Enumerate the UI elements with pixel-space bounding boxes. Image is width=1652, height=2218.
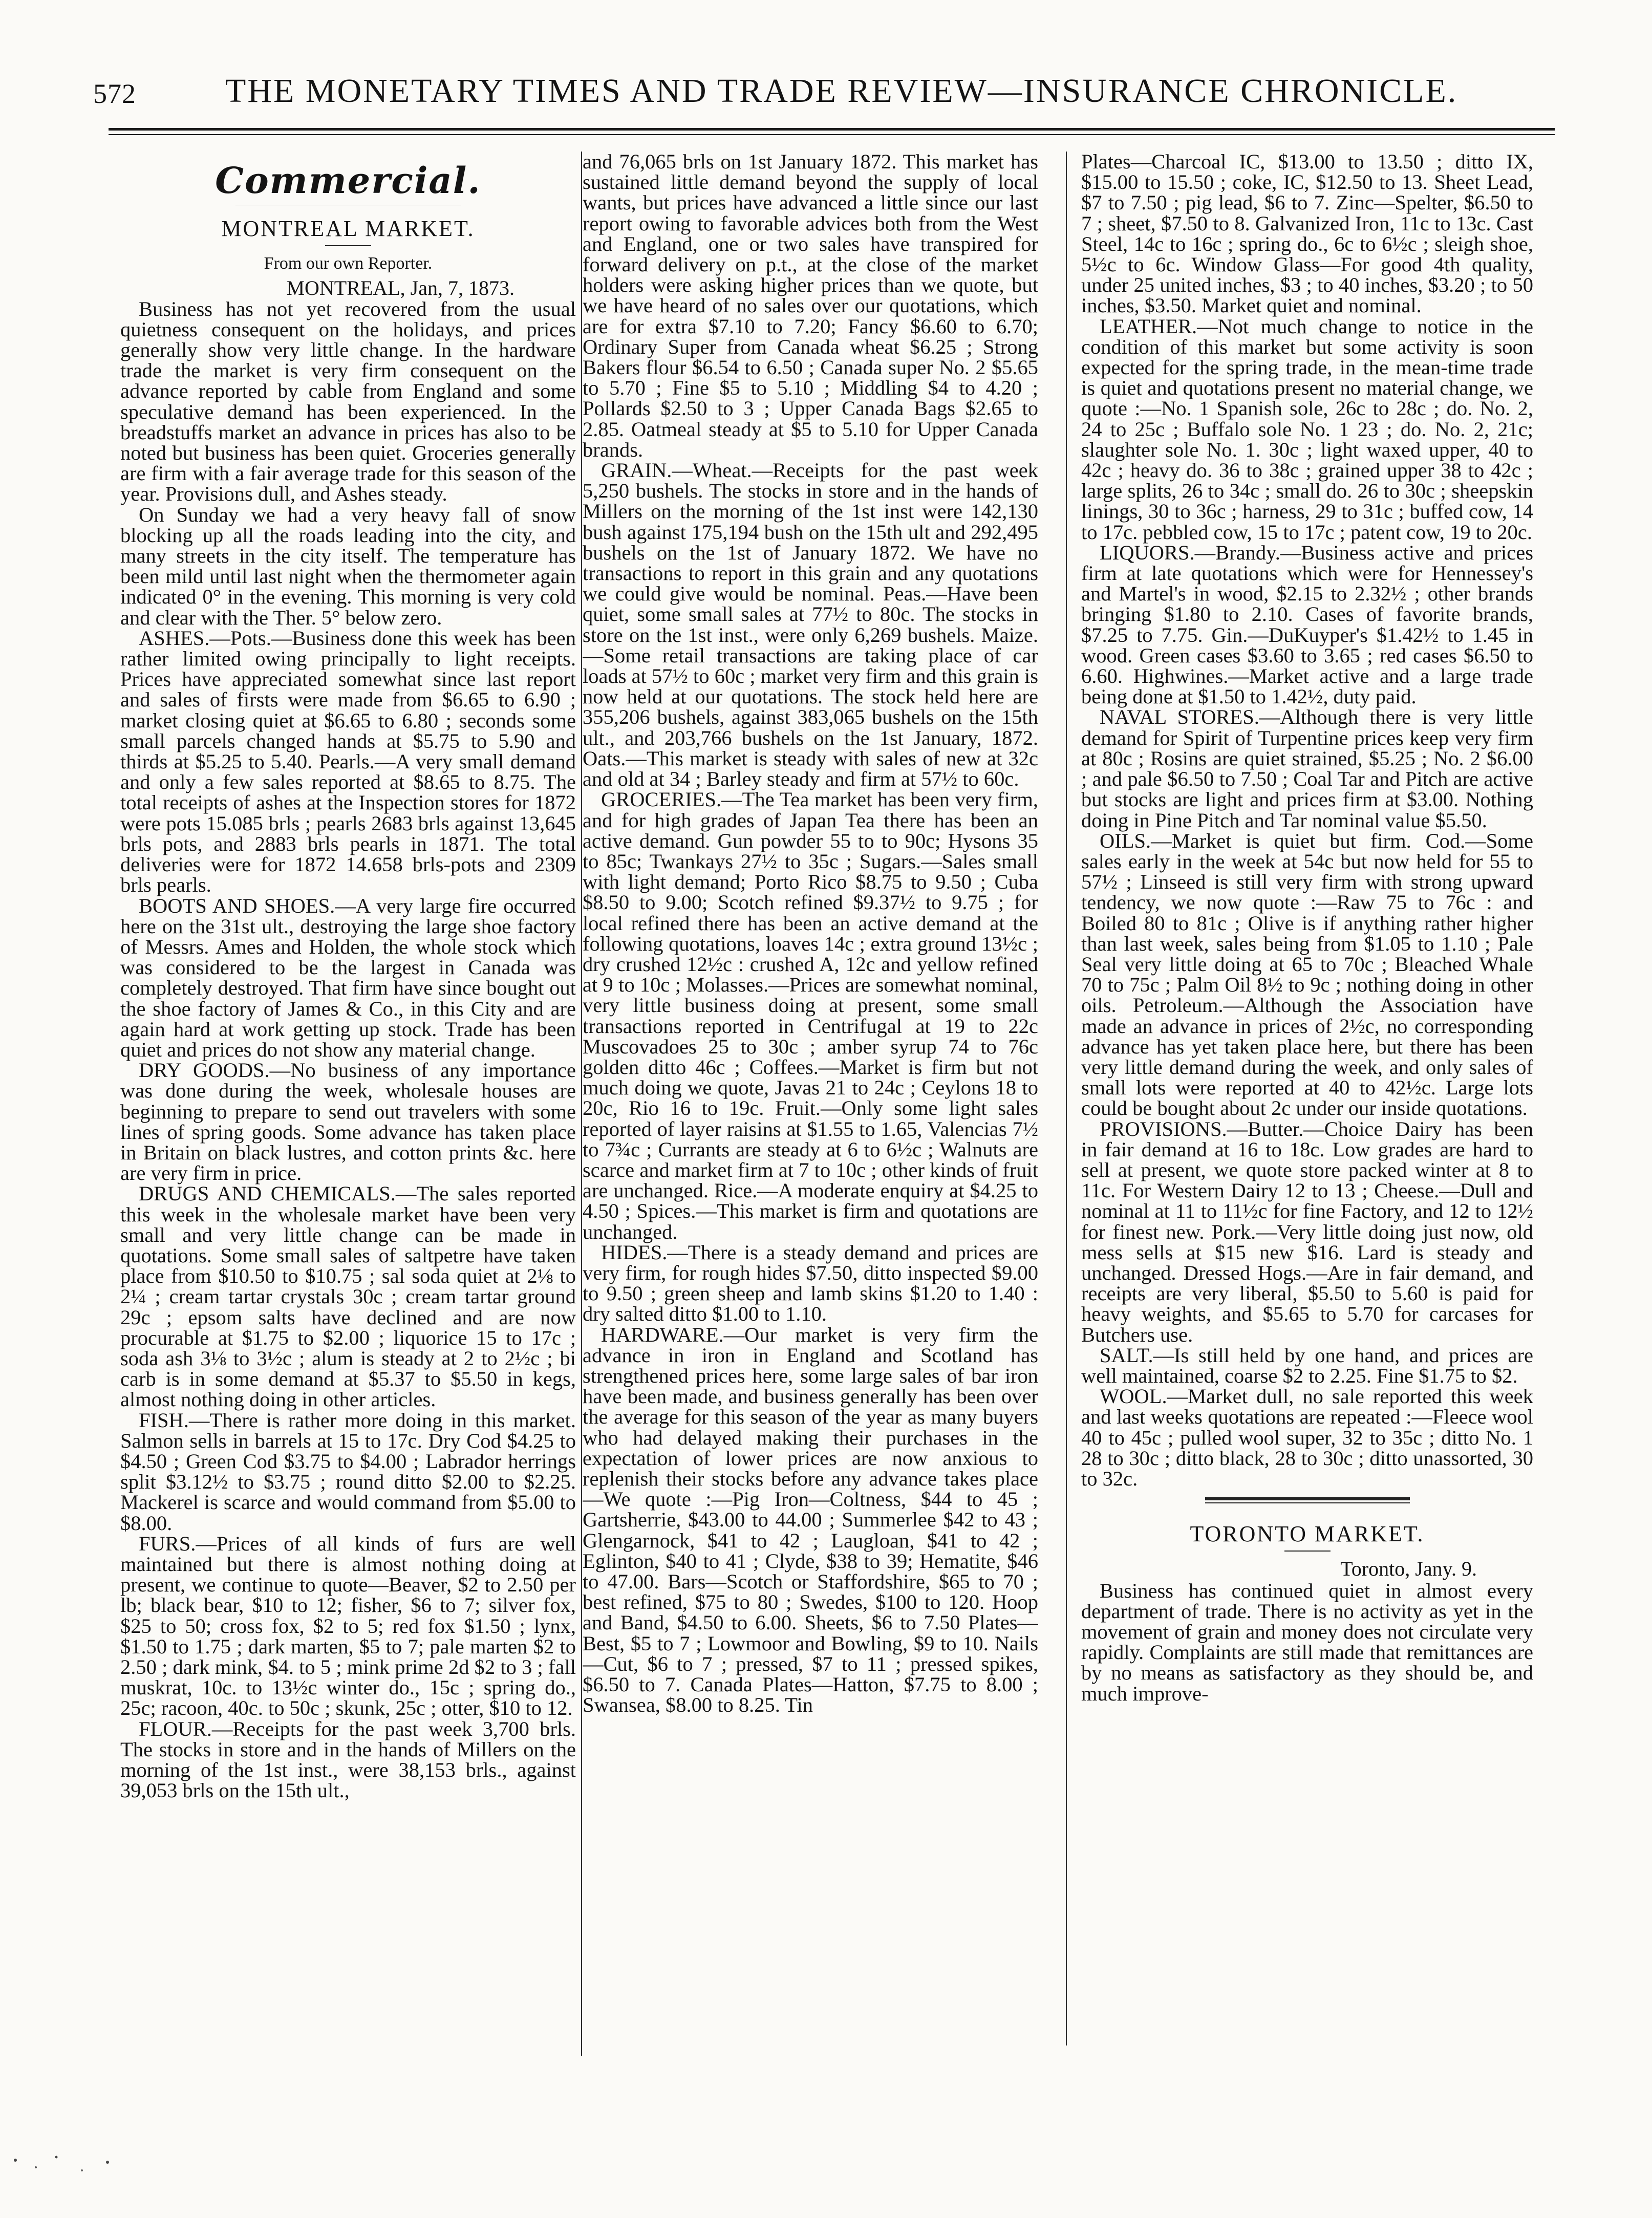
byline: From our own Reporter. bbox=[264, 254, 433, 273]
header-rule-thin bbox=[109, 134, 1555, 135]
paragraph-oils: OILS.—Market is quiet but firm. Cod.—Some sales early in the week at 54c but now held for 55 to 57½ ; Linseed is still very firm with strong upward tendency, we now quote :—Raw 75 to 76c : and Boiled 80 to 81c ; Olive is if anything rather higher than last week, sales being from $1.05 to 1.10 ; Pale Seal very little doing at 65 to 70c ; Bleached Whale 70 to 75c ; Palm Oil 8½ to 9c ; nothing doing in other oils. Petroleum.—Although the Association have made an advance in prices of 2½c, no corresponding advance has yet taken place here, but there has been very little demand during the week, and only sales of small lots were reported at 40 to 42½c. Large lots could be bought about 2c under our inside quotations. bbox=[1081, 829, 1533, 1120]
paragraph-boots-and-shoes: BOOTS AND SHOES.—A very large fire occurred here on the 31st ult., destroying the large shoe factory of Messrs. Ames and Holden, the whole stock which was considered to be the largest in Canada was completely destroyed. That firm have since bought out the shoe factory of James & Co., in this City and are again hard at work getting up stock. Trade has been quiet and prices do not show any material change. bbox=[120, 894, 576, 1061]
paragraph-drugs: DRUGS AND CHEMICALS.—The sales reported this week in the wholesale market have been very small and very little change can be made in quotations. Some small sales of saltpetre have taken place from $10.50 to $10.75 ; sal soda quiet at 2⅛ to 2¼ ; cream tartar crystals 30c ; cream tartar ground 29c ; epsom salts have declined and are now procurable at $1.75 to $2.00 ; liquorice 15 to 17c ; soda ash 3⅛ to 3½c ; alum is steady at 2 to 2½c ; bi carb is in some demand at $5.37 to $5.50 in kegs, almost nothing doing in other articles. bbox=[120, 1182, 576, 1411]
paragraph-toronto: Business has continued quiet in almost every department of trade. There is no activity as yet in the movement of grain and money does not circulate very rapidly. Complaints are still made that remittances are by no means as satisfactory as they should be, and much improve- bbox=[1081, 1579, 1533, 1705]
column-1 bbox=[120, 152, 576, 2056]
column-divider bbox=[1066, 152, 1067, 2045]
margin-speckle-decoration bbox=[0, 2150, 133, 2191]
paragraph-flour: FLOUR.—Receipts for the past week 3,700 brls. The stocks in store and in the hands of Millers on the morning of the 1st inst., were 38,153 brls., against 39,053 brls on the 15th ult., bbox=[120, 1717, 576, 1802]
paragraph-grain: GRAIN.—Wheat.—Receipts for the past week 5,250 bushels. The stocks in store and in the hands of Millers on the morning of the 1st inst were 142,130 bush against 175,194 bush on the 15th ult and 292,495 bushels on the 1st of January 1872. We have no transactions to report in this grain and any quotations we could give would be nominal. Peas.—Have been quiet, some small sales at 77½ to 80c. The stocks in store on the 1st inst., were only 6,269 bushels. Maize.—Some retail transactions are taking place of car loads at 57½ to 60c ; market very firm and this grain is now held at our quotations. The stock held here are 355,206 bushels, against 383,065 bushels on the 15th ult., and 203,766 bushels on the 1st January, 1872. Oats.—This market is steady with sales of new at 32c and old at 34 ; Barley steady and firm at 57½ to 60c. bbox=[583, 459, 1038, 791]
heading-rule bbox=[325, 245, 371, 246]
paragraph-fish: FISH.—There is rather more doing in this market. Salmon sells in barrels at 15 to 17c. Dry Cod $4.25 to $4.50 ; Green Cod $3.75 to $4.00 ; Labrador herrings split $3.12½ to $3.75 ; round ditto $2.00 to $2.25. Mackerel is scarce and would command from $5.00 to $8.00. bbox=[120, 1408, 576, 1535]
paragraph-wool: WOOL.—Market dull, no sale reported this week and last weeks quotations are repeated :—Fleece wool 40 to 45c ; pulled wool super, 32 to 35c ; ditto No. 1 28 to 30c ; ditto black, 28 to 30c ; ditto unassorted, 30 to 32c. bbox=[1081, 1385, 1533, 1490]
heading-rule bbox=[1284, 1551, 1331, 1552]
paragraph-ashes: ASHES.—Pots.—Business done this week has been rather limited owing principally to light receipts. Prices have appreciated somewhat since last report and sales of firsts were made from $6.65 to 6.90 ; market closing quiet at $6.65 to 6.80 ; seconds some small parcels changed hands at $5.75 to 5.90 and thirds at $5.25 to 5.40. Pearls.—A very small demand and only a few sales reported at $8.65 to 8.75. The total receipts of ashes at the Inspection stores for 1872 were pots 15.085 brls ; pearls 2683 brls against 13,645 brls pots, and 2883 brls pearls in 1871. The total deliveries were for 1872 14.658 brls-pots and 2309 brls pearls. bbox=[120, 626, 576, 897]
paragraph-provisions: PROVISIONS.—Butter.—Choice Dairy has been in fair demand at 16 to 18c. Low grades are hard to sell at present, we quote store packed winter at 8 to 11c. For Western Dairy 12 to 13 ; Cheese.—Dull and nominal at 11 to 11½c for fine Factory, and 12 to 12½ for finest new. Pork.—Very little doing just now, old mess sells at $15 new $16. Lard is steady and unchanged. Dressed Hogs.—Are in fair demand, and receipts are very liberal, $5.50 to 5.60 is paid for heavy weights, and $5.65 to 5.70 for carcases for Butchers use. bbox=[1081, 1117, 1533, 1346]
paragraph-hardware-cont: Plates—Charcoal IC, $13.00 to 13.50 ; ditto IX, $15.00 to 15.50 ; coke, IC, $12.50 to 13. Sheet Lead, $7 to 7.50 ; pig lead, $6 to 7. Zinc—Spelter, $6.50 to 7 ; sheet, $7.50 to 8. Galvanized Iron, 11c to 13c. Cast Steel, 14c to 16c ; spring do., 6c to 6½c ; sleigh shoe, 5½c to 6c. Window Glass—For good 4th quality, under 25 united inches, $3 ; to 40 inches, $3.20 ; to 50 inches, $3.50. Market quiet and nominal. bbox=[1081, 152, 1533, 317]
paragraph-naval-stores: NAVAL STORES.—Although there is very little demand for Spirit of Turpentine prices keep very firm at 80c ; Rosins are quiet strained, $5.25 ; No. 2 $6.00 ; and pale $6.50 to 7.50 ; Coal Tar and Pitch are active but stocks are light and prices firm at $3.00. Nothing doing in Pine Pitch and Tar nominal value $5.50. bbox=[1081, 705, 1533, 832]
toronto-dateline: Toronto, Jany. 9. bbox=[1340, 1557, 1477, 1581]
dateline: MONTREAL, Jan, 7, 1873. bbox=[286, 276, 514, 300]
paragraph-leather: LEATHER.—Not much change to notice in the condition of this market but some activity is soon expected for the spring trade, in the mean-time trade is quiet and quotations present no material change, we quote :—No. 1 Spanish sole, 26c to 28c ; do. No. 2, 24 to 25c ; Buffalo sole No. 1 23 ; do. No. 2, 21c; slaughter sole No. 1. 30c ; light waxed upper, 40 to 42c ; heavy do. 36 to 38c ; grained upper 38 to 42c ; large splits, 26 to 34c ; small do. 26 to 30c ; sheepskin linings, 30 to 36c ; harness, 29 to 31c ; buffed cow, 14 to 17c. pebbled cow, 15 to 17c ; patent cow, 19 to 20c. bbox=[1081, 314, 1533, 544]
toronto-heading: TORONTO MARKET. bbox=[1190, 1521, 1425, 1547]
section-title: Commercial. bbox=[215, 159, 481, 202]
paragraph-groceries: GROCERIES.—The Tea market has been very firm, and for high grades of Japan Tea there has been an active demand. Gun powder 55 to to 90c; Hysons 35 to 85c; Twankays 27½ to 35c ; Sugars.—Sales small with light demand; Porto Rico $8.75 to 9.50 ; Cuba $8.50 to 9.00; Scotch refined $9.37½ to 9.75 ; for local refined there has been an active demand at the following quotations, loaves 14c ; extra ground 13½c ; dry crushed 12½c : crushed A, 12c and yellow refined at 9 to 10c ; Molasses.—Prices are somewhat nominal, very little business doing at present, some small transactions reported in Centrifugal at 19 to 22c Muscovadoes 25 to 30c ; amber syrup 74 to 76c golden ditto 46c ; Coffees.—Market is firm but not much doing we quote, Javas 21 to 24c ; Ceylons 18 to 20c, Rio 16 to 19c. Fruit.—Only some light sales reported of layer raisins at $1.55 to 1.65, Valencias 7½ to 7¾c ; Currants are steady at 6 to 6½c ; Walnuts are scarce and market firm at 7 to 10c ; other kinds of fruit are unchanged. Rice.—A moderate enquiry at $4.25 to 4.50 ; Spices.—This market is firm and quotations are unchanged. bbox=[583, 788, 1038, 1243]
paragraph-flour-cont: and 76,065 brls on 1st January 1872. This market has sustained little demand beyond the supply of local wants, but prices have advanced a little since our last report owing to favorable advices both from the West and England, one or two sales have transpired for forward delivery on p.t., at the close of the market holders were asking higher prices than we quote, but we have heard of no sales over our quotations, which are for extra $7.10 to 7.20; Fancy $6.60 to 6.70; Ordinary Super from Canada wheat $6.25 ; Strong Bakers flour $6.54 to 6.50 ; Canada super No. 2 $5.65 to 5.70 ; Fine $5 to 5.10 ; Middling $4 to 4.20 ; Pollards $2.50 to 3 ; Upper Canada Bags $2.65 to 2.85. Oatmeal steady at $5 to 5.10 for Upper Canada brands. bbox=[583, 152, 1038, 461]
montreal-heading: MONTREAL MARKET. bbox=[221, 216, 475, 241]
column-3 bbox=[1081, 152, 1533, 2056]
paragraph: Business has not yet recovered from the usual quietness consequent on the holidays, and prices generally show very little change. In the hardware trade the market is very firm consequent on the advance reported by cable from England and some speculative demand has been experienced. In the breadstuffs market an advance in prices has also to be noted but business has been quiet. Groceries generally are firm with a fair average trade for this season of the year. Provisions dull, and Ashes steady. bbox=[120, 297, 576, 506]
column-divider bbox=[581, 152, 582, 2056]
paragraph-dry-goods: DRY GOODS.—No business of any importance was done during the week, wholesale houses are beginning to prepare to send out travelers with some lines of spring goods. Some advance has taken place in Britain on black lustres, and cotton prints &c. here are very firm in price. bbox=[120, 1059, 576, 1185]
paragraph-liquors: LIQUORS.—Brandy.—Business active and prices firm at late quotations which were for Hennessey's and Martel's in wood, $2.15 to 2.32½ ; other brands bringing $1.80 to 2.10. Cases of favorite brands, $7.25 to 7.75. Gin.—DuKuyper's $1.42½ to 1.45 in wood. Green cases $3.60 to 3.65 ; red cases $6.50 to 6.60. Highwines.—Market active and a large trade being done at $1.50 to 1.42½, duty paid. bbox=[1081, 541, 1533, 708]
paragraph-furs: FURS.—Prices of all kinds of furs are well maintained but there is almost nothing doing at present, we continue to quote—Beaver, $2 to 2.50 per lb; black bear, $10 to 12; fisher, $6 to 7; silver fox, $25 to 50; cross fox, $2 to 5; red fox $1.50 ; lynx, $1.50 to 1.75 ; dark marten, $5 to 7; pale marten $2 to 2.50 ; dark mink, $4. to 5 ; mink prime 2d $2 to 3 ; fall muskrat, 10c. to 13½c winter do., 15c ; spring do., 25c; racoon, 40c. to 50c ; skunk, 25c ; otter, $10 to 12. bbox=[120, 1532, 576, 1720]
paragraph-hides: HIDES.—There is a steady demand and prices are very firm, for rough hides $7.50, ditto inspected $9.00 to 9.50 ; green sheep and lamb skins $1.20 to 1.40 : dry salted ditto $1.00 to 1.10. bbox=[583, 1240, 1038, 1326]
page-number: 572 bbox=[93, 78, 136, 109]
header-rule bbox=[109, 128, 1555, 131]
section-divider bbox=[1205, 1497, 1410, 1503]
running-title: THE MONETARY TIMES AND TRADE REVIEW—INSURANCE CHRONICLE. bbox=[225, 72, 1458, 110]
column-2 bbox=[583, 152, 1038, 2056]
paragraph-salt: SALT.—Is still held by one hand, and prices are well maintained, coarse $2 to 2.25. Fine $1.75 to $2. bbox=[1081, 1343, 1533, 1387]
paragraph-hardware: HARDWARE.—Our market is very firm the advance in iron in England and Scotland has strengthened prices here, some large sales of bar iron have been made, and business generally has been over the average for this season of the year as many buyers who had delayed making their purchases in the expectation of lower prices are now anxious to replenish their stocks before any advance takes place—We quote :—Pig Iron—Coltness, $44 to 45 ; Gartsherrie, $43.00 to 44.00 ; Summerlee $42 to 43 ; Glengarnock, $41 to 42 ; Laugloan, $41 to 42 ; Eglinton, $40 to 41 ; Clyde, $38 to 39; Hematite, $46 to 47.00. Bars—Scotch or Staffordshire, $65 to 70 ; best refined, $75 to 80 ; Swedes, $100 to 120. Hoop and Band, $4.50 to 6.00. Sheets, $6 to 7.50 Plates—Best, $5 to 7 ; Lowmoor and Bowling, $9 to 10. Nails—Cut, $6 to 7 ; pressed, $7 to 11 ; pressed spikes, $6.50 to 7. Canada Plates—Hatton, $7.75 to 8.00 ; Swansea, $8.00 to 8.25. Tin bbox=[583, 1323, 1038, 1717]
paragraph: On Sunday we had a very heavy fall of snow blocking up all the roads leading into the city, and many streets in the city itself. The temperature has been mild until last night when the thermometer again indicated 0° in the evening. This morning is very cold and clear with the Ther. 5° below zero. bbox=[120, 503, 576, 629]
